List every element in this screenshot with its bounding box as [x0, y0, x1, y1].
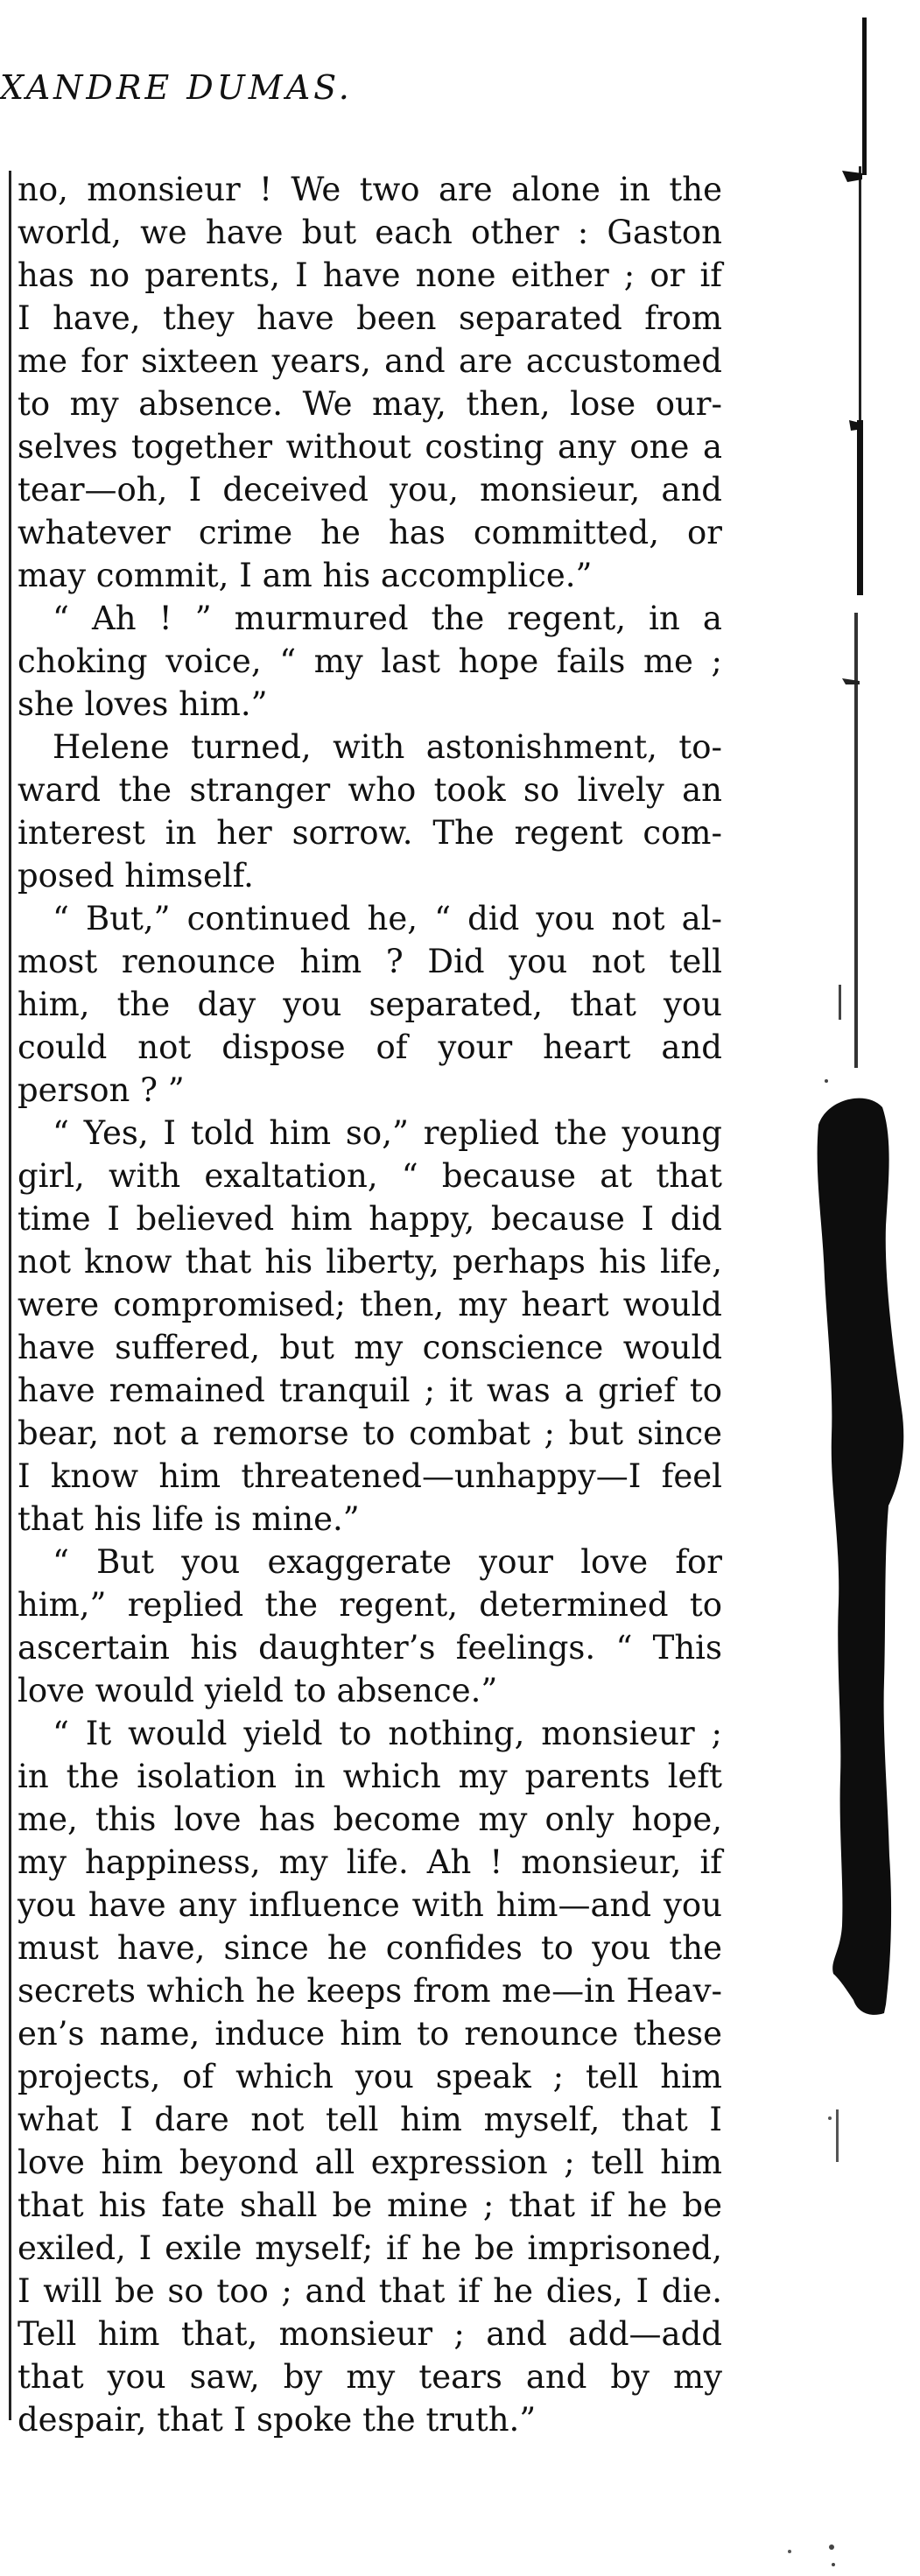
binding-rule-top — [862, 18, 867, 175]
text-line: may commit, I am his accomplice.” — [18, 557, 593, 594]
binding-rule-lower — [854, 613, 858, 1068]
speck — [825, 1079, 828, 1083]
text-line: “ But,” continued he, “ did you not al- — [53, 900, 722, 937]
text-line: in the isolation in which my parents left — [18, 1758, 722, 1795]
text-line: love would yield to absence.” — [18, 1672, 498, 1709]
text-line: “ But you exaggerate your love for — [53, 1543, 722, 1581]
text-line: what I dare not tell him myself, that I — [18, 2101, 722, 2138]
text-line: him,” replied the regent, determined to — [18, 1586, 722, 1624]
text-line: ward the stranger who took so lively an — [18, 771, 722, 809]
speck — [788, 2550, 791, 2553]
text-line: were compromised; then, my heart would — [18, 1286, 722, 1323]
text-line: secrets which he keeps from me—in Heav- — [18, 1972, 722, 2010]
speck — [839, 985, 841, 1020]
binding-notch-2 — [849, 420, 863, 431]
text-line: “ It would yield to nothing, monsieur ; — [53, 1715, 722, 1752]
text-line: has no parents, I have none either ; or if — [18, 256, 722, 294]
text-line: posed himself. — [18, 857, 254, 895]
text-line: no, monsieur ! We two are alone in the — [18, 171, 722, 208]
text-line: choking voice, “ my last hope fails me ; — [18, 642, 722, 680]
binding-rule-mid — [857, 420, 863, 595]
text-line: exiled, I exile myself; if he be imprisoned, — [18, 2229, 722, 2267]
text-line: my happiness, my life. Ah ! monsieur, if — [18, 1843, 722, 1881]
text-line: I have, they have been separated from — [18, 299, 722, 337]
text-line: girl, with exaltation, “ because at that — [18, 1157, 722, 1195]
text-line: bear, not a remorse to combat ; but since — [18, 1414, 722, 1452]
text-line: must have, since he confides to you the — [18, 1929, 722, 1967]
text-line: me, this love has become my only hope, — [18, 1800, 722, 1838]
text-line: interest in her sorrow. The regent com- — [18, 814, 722, 852]
text-line: selves together without costing any one a — [18, 428, 722, 466]
text-line: you have any influence with him—and you — [18, 1886, 722, 1924]
binding-rule-upper — [859, 166, 861, 420]
text-line: have remained tranquil ; it was a grief to — [18, 1372, 722, 1409]
text-line: person ? ” — [18, 1071, 185, 1109]
text-line: could not dispose of your heart and — [18, 1028, 722, 1066]
text-line: time I believed him happy, because I did — [18, 1200, 722, 1238]
text-line: me for sixteen years, and are accustomed — [18, 342, 722, 380]
binding-notch — [842, 171, 862, 182]
text-line: I know him threatened—unhappy—I feel — [18, 1457, 722, 1495]
margin-rule — [9, 171, 11, 2420]
text-line: love him beyond all expression ; tell him — [18, 2144, 722, 2181]
text-line: projects, of which you speak ; tell him — [18, 2058, 722, 2095]
text-line: have suffered, but my conscience would — [18, 1329, 722, 1366]
text-line: “ Ah ! ” murmured the regent, in a — [53, 600, 722, 637]
text-line: Tell him that, monsieur ; and add—add — [18, 2315, 722, 2353]
text-line: most renounce him ? Did you not tell — [18, 943, 722, 980]
text-line: to my absence. We may, then, lose our- — [18, 385, 722, 423]
running-header: XANDRE DUMAS. — [0, 68, 353, 107]
text-line: despair, that I spoke the truth.” — [18, 2401, 537, 2439]
text-line: en’s name, induce him to renounce these — [18, 2015, 722, 2053]
text-line: ascertain his daughter’s feelings. “ This — [18, 1629, 722, 1667]
speck — [829, 2544, 834, 2550]
speck — [828, 2116, 832, 2120]
text-line: I will be so too ; and that if he dies, I die. — [18, 2272, 722, 2310]
ink-smear — [818, 1098, 904, 2015]
text-line: that his life is mine.” — [18, 1500, 360, 1538]
text-line: not know that his liberty, perhaps his life, — [18, 1243, 722, 1281]
page-body — [18, 168, 722, 2441]
text-line: tear—oh, I deceived you, monsieur, and — [18, 471, 722, 509]
text-line: that his fate shall be mine ; that if he be — [18, 2186, 722, 2224]
speck — [832, 2563, 835, 2566]
binding-notch-3 — [842, 678, 860, 684]
text-line: world, we have but each other : Gaston — [18, 214, 722, 251]
text-line: him, the day you separated, that you — [18, 986, 722, 1023]
text-line: whatever crime he has committed, or — [18, 514, 722, 551]
speck — [836, 2109, 839, 2162]
text-line: she loves him.” — [18, 685, 268, 723]
text-line: Helene turned, with astonishment, to- — [53, 728, 722, 766]
text-line: “ Yes, I told him so,” replied the young — [53, 1114, 722, 1152]
text-line: that you saw, by my tears and by my — [18, 2358, 722, 2396]
